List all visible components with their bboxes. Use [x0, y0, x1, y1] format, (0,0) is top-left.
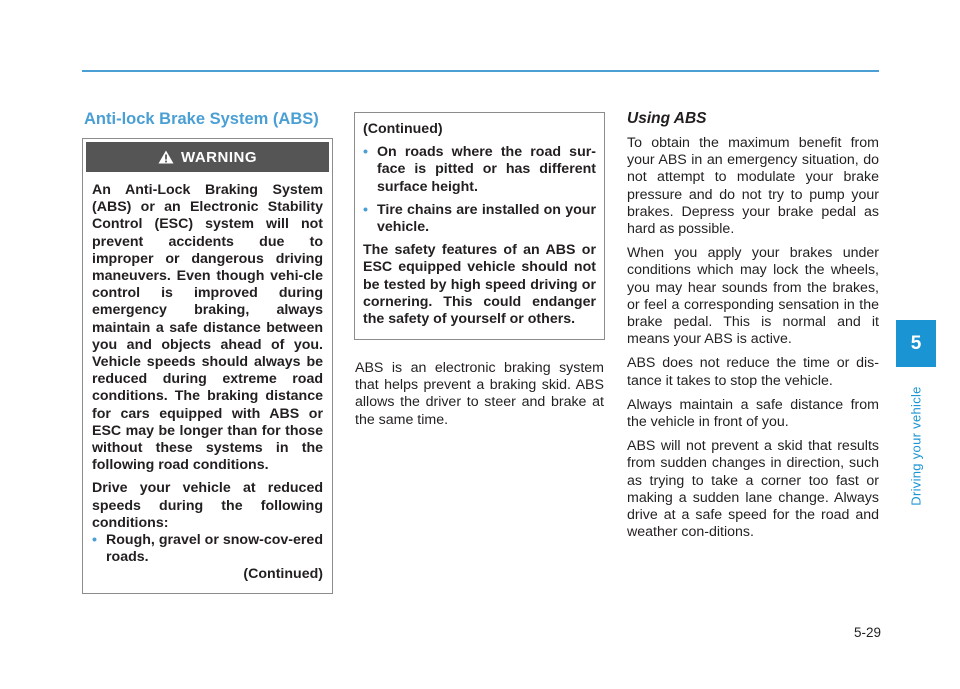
warning-label: WARNING — [181, 148, 257, 166]
continued-bullet-list — [363, 144, 596, 236]
using-abs-paragraph: When you apply your brakes under conditions which may lock the wheels, you may hear sounds from the brakes, or feel a corresponding sensation in the brake pedal. This is normal and it means your ABS is active. — [627, 245, 879, 348]
bullet-dot-icon: • — [363, 201, 368, 218]
using-abs-paragraph: ABS will not prevent a skid that results from sudden changes in direction, such as trying to take a corner too fast or making a sudden lane change. Always drive at a safe speed for the road and weather con-ditions. — [627, 438, 879, 541]
section-title: Anti-lock Brake System (ABS) — [84, 110, 319, 128]
using-abs-paragraph: ABS does not reduce the time or dis-tance it takes to stop the vehicle. — [627, 355, 879, 389]
chapter-label-text: Driving your vehicle — [908, 386, 924, 506]
continued-bullet: • On roads where the road sur-face is pitted or has different surface height. — [363, 144, 596, 195]
using-abs-paragraph: To obtain the maximum benefit from your ABS in an emergency situation, do not attempt to modulate your brake pressure and do not try to pump your brakes. Depress your brake pedal as hard as possible. — [627, 135, 879, 238]
warning-box — [82, 138, 333, 594]
page-number: 5-29 — [853, 625, 881, 640]
warning-triangle-icon — [158, 150, 174, 164]
using-abs-section — [627, 110, 879, 548]
warning-paragraph-2: Drive your vehicle at reduced speeds during the following conditions: — [92, 480, 323, 531]
warning-paragraph-1: An Anti-Lock Braking System (ABS) or an Electronic Stability Control (ESC) system will not prevent accidents due to improper or dangerous driving maneuvers. Even though vehi-cle control is improved during emergency braking, always maintain a safe distance between you and objects ahead of you. Vehicle speeds should always be reduced during extreme road conditions. The braking distance for cars equipped with ABS or ESC may be longer than for those without these systems in the following road conditions. — [92, 182, 323, 474]
warning-bullet-list — [92, 532, 323, 566]
continued-paragraph: The safety features of an ABS or ESC equipped vehicle should not be tested by high speed driving or cornering. This could endanger the safety of yourself or others. — [363, 242, 596, 328]
chapter-tab: 5 — [896, 320, 936, 367]
warning-body — [83, 172, 332, 584]
warning-continued-body — [355, 113, 604, 328]
warning-header — [86, 142, 329, 172]
bullet-dot-icon: • — [92, 532, 97, 549]
abs-intro-paragraph: ABS is an electronic braking system that helps prevent a braking skid. ABS allows the driver to steer and brake at the same time. — [355, 360, 604, 428]
top-rule — [82, 70, 879, 72]
continued-label: (Continued) — [243, 566, 323, 583]
continued-bullet: • Tire chains are installed on your vehicle. — [363, 201, 596, 236]
warning-bullet: • Rough, gravel or snow-cov-ered roads. — [92, 532, 323, 566]
bullet-dot-icon: • — [363, 144, 368, 161]
continued-heading: (Continued) — [363, 121, 443, 137]
using-abs-heading: Using ABS — [627, 110, 707, 127]
using-abs-paragraph: Always maintain a safe distance from the vehicle in front of you. — [627, 396, 879, 431]
warning-continued-box — [354, 112, 605, 340]
